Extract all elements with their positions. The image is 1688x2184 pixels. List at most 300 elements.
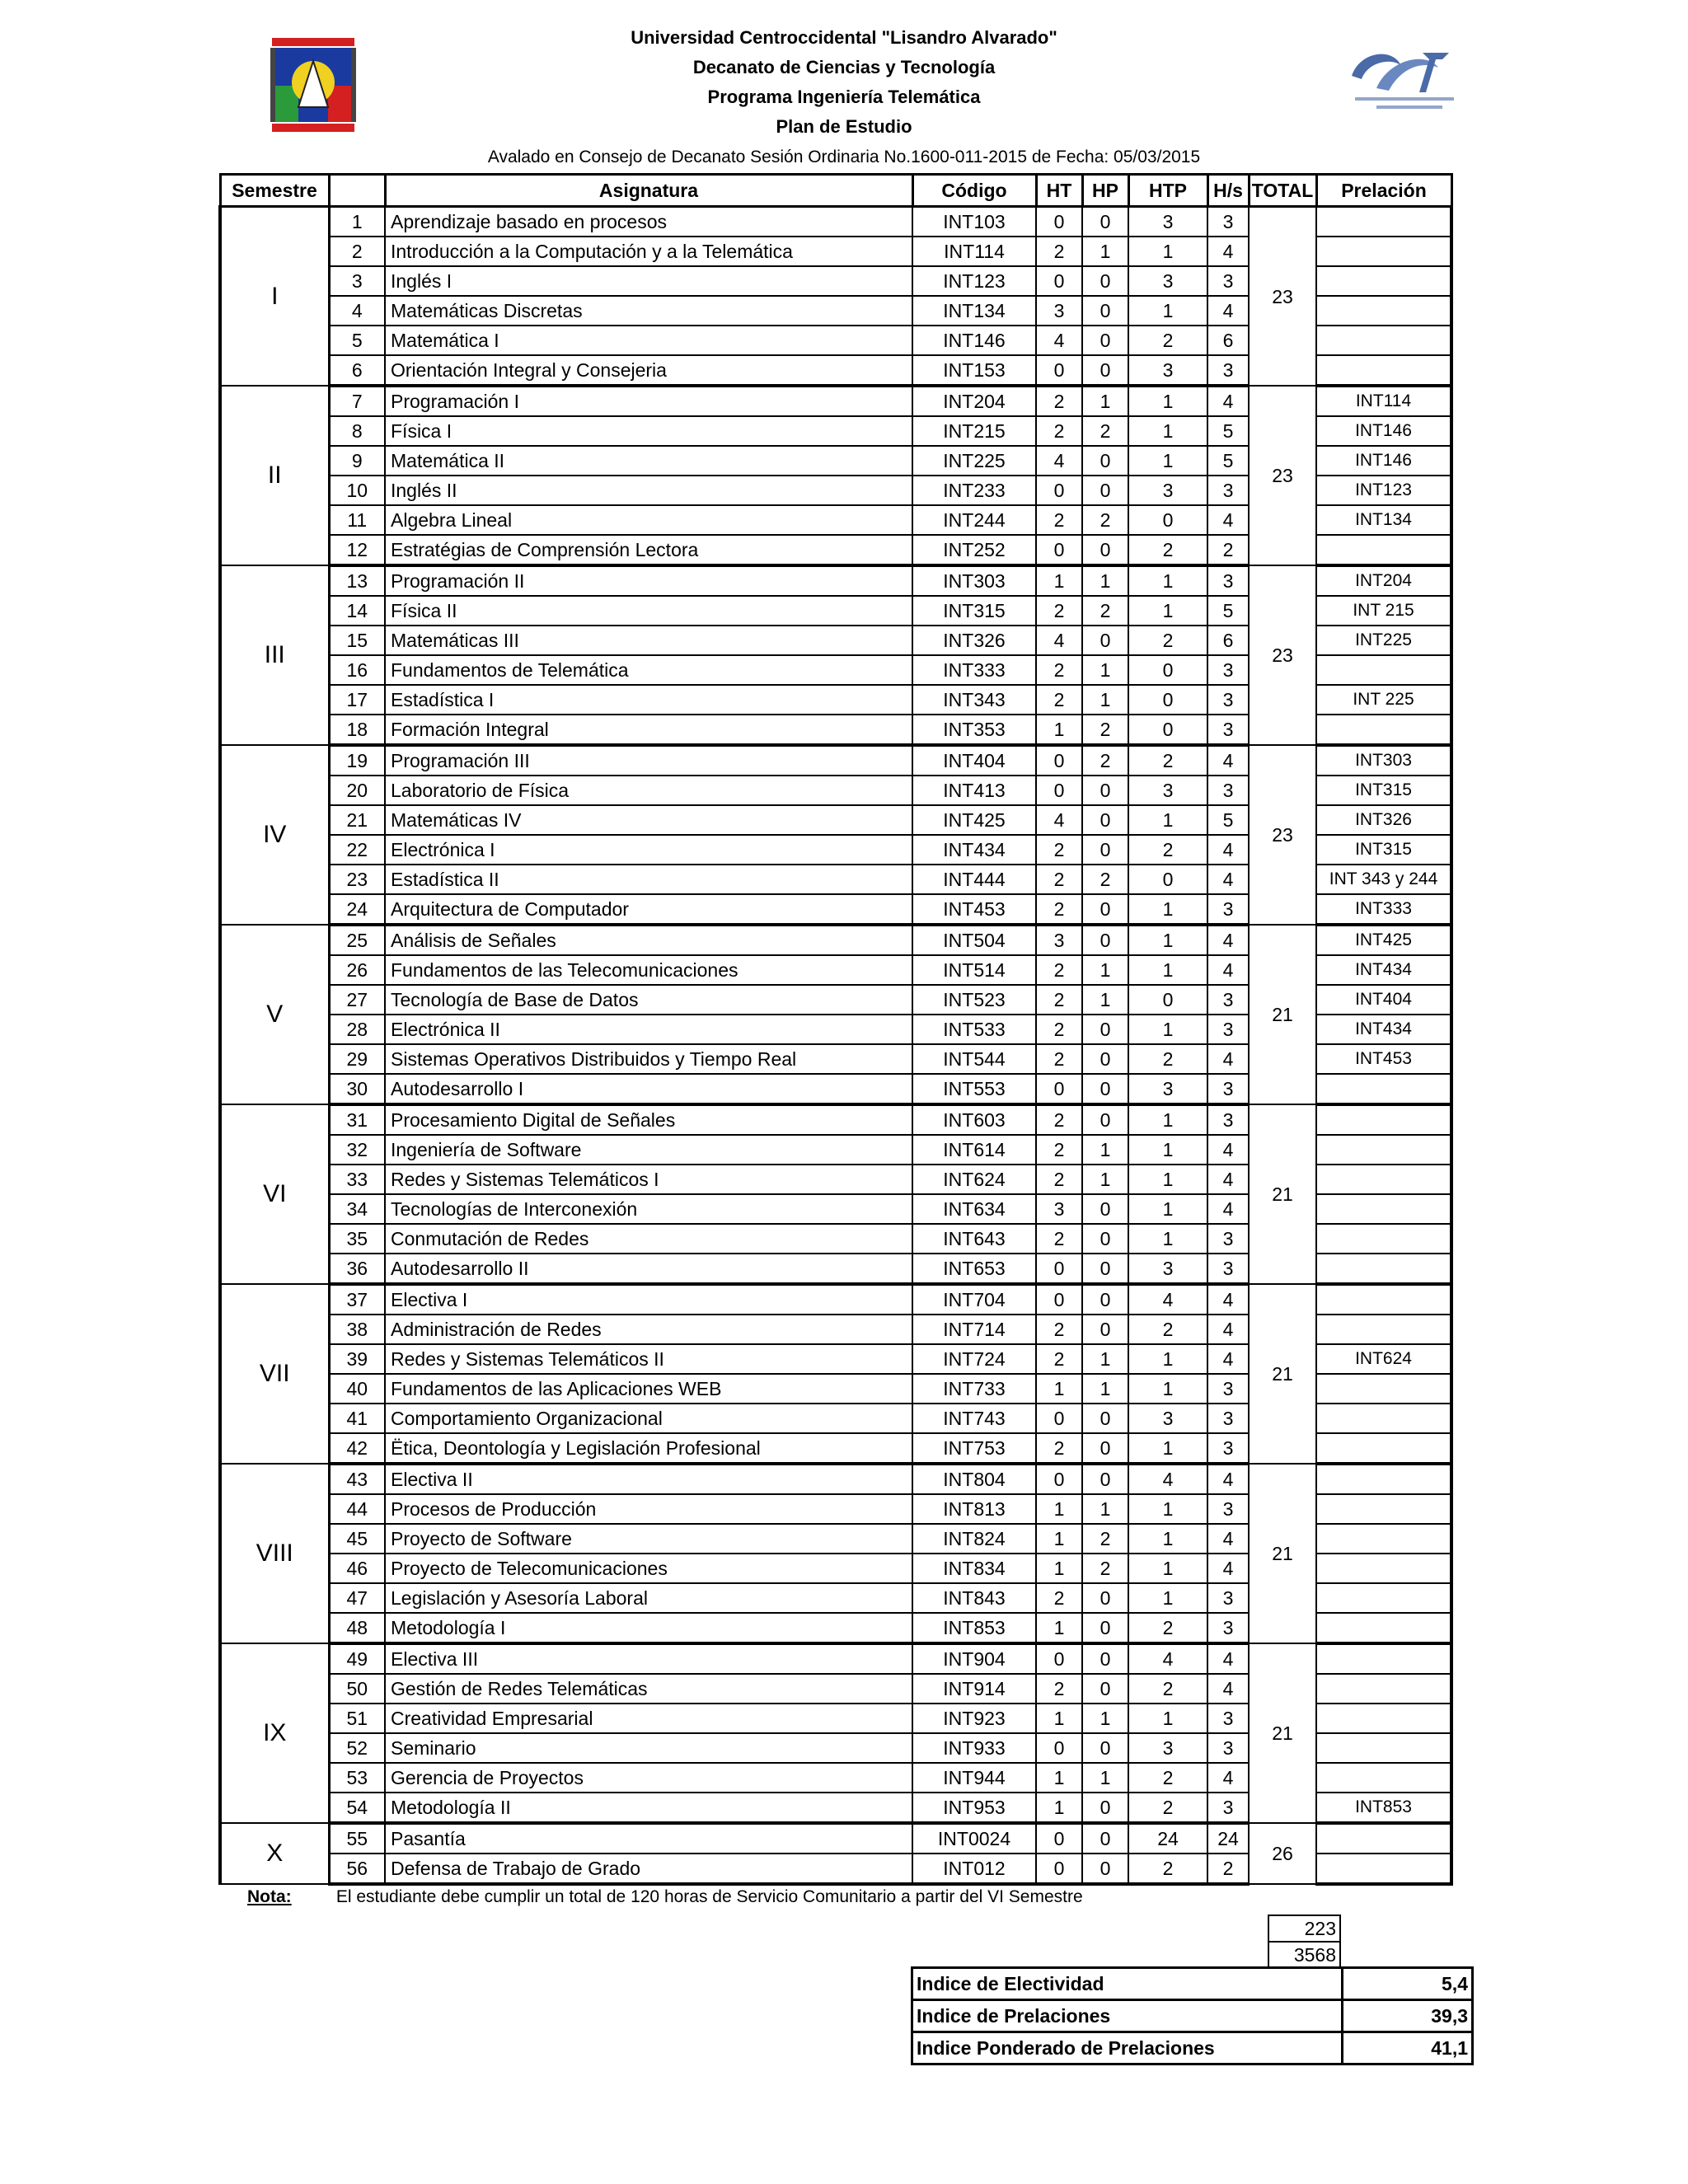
course-htp: 1 <box>1128 1554 1207 1583</box>
course-code: INT834 <box>912 1554 1036 1583</box>
course-name: Electiva II <box>385 1464 912 1494</box>
course-htp: 1 <box>1128 1494 1207 1524</box>
course-prerequisite: INT 225 <box>1316 685 1451 715</box>
semester-label: VI <box>220 1104 329 1284</box>
course-prerequisite: INT 215 <box>1316 596 1451 626</box>
course-prerequisite <box>1316 1165 1451 1194</box>
course-hp: 0 <box>1082 207 1128 237</box>
course-prerequisite <box>1316 1583 1451 1613</box>
course-hp: 1 <box>1082 565 1128 596</box>
course-prerequisite <box>1316 1135 1451 1165</box>
course-prerequisite <box>1316 1613 1451 1643</box>
course-ht: 1 <box>1036 1613 1082 1643</box>
course-hs: 5 <box>1207 596 1249 626</box>
course-name: Procesamiento Digital de Señales <box>385 1104 912 1135</box>
course-prerequisite <box>1316 1074 1451 1104</box>
course-number: 1 <box>329 207 385 237</box>
crest-right-column <box>351 48 356 122</box>
course-code: INT653 <box>912 1254 1036 1284</box>
course-prerequisite <box>1316 237 1451 266</box>
course-hp: 0 <box>1082 776 1128 805</box>
index-label: Indice de Electividad <box>912 1968 1343 2000</box>
course-name: Sistemas Operativos Distribuidos y Tiempo Real <box>385 1044 912 1074</box>
course-htp: 2 <box>1128 535 1207 565</box>
course-code: INT843 <box>912 1583 1036 1613</box>
course-name: Laboratorio de Física <box>385 776 912 805</box>
course-htp: 1 <box>1128 296 1207 326</box>
course-code: INT504 <box>912 925 1036 955</box>
course-name: Administración de Redes <box>385 1315 912 1344</box>
index-value: 5,4 <box>1343 1968 1473 2000</box>
course-name: Autodesarrollo II <box>385 1254 912 1284</box>
course-htp: 4 <box>1128 1643 1207 1674</box>
course-number: 29 <box>329 1044 385 1074</box>
course-prerequisite <box>1316 535 1451 565</box>
course-hp: 0 <box>1082 326 1128 355</box>
course-number: 27 <box>329 985 385 1015</box>
course-code: INT614 <box>912 1135 1036 1165</box>
course-ht: 0 <box>1036 776 1082 805</box>
index-value: 39,3 <box>1343 2000 1473 2032</box>
course-name: Gestión de Redes Telemáticas <box>385 1674 912 1704</box>
course-htp: 1 <box>1128 1165 1207 1194</box>
course-code: INT853 <box>912 1613 1036 1643</box>
course-prerequisite: INT453 <box>1316 1044 1451 1074</box>
course-hs: 4 <box>1207 745 1249 776</box>
course-htp: 3 <box>1128 776 1207 805</box>
course-htp: 1 <box>1128 386 1207 416</box>
course-number: 40 <box>329 1374 385 1404</box>
course-htp: 1 <box>1128 416 1207 446</box>
course-prerequisite: INT434 <box>1316 955 1451 985</box>
course-hs: 2 <box>1207 535 1249 565</box>
course-ht: 2 <box>1036 505 1082 535</box>
course-name: Proyecto de Software <box>385 1524 912 1554</box>
course-prerequisite: INT114 <box>1316 386 1451 416</box>
semester-label: IX <box>220 1643 329 1823</box>
course-ht: 2 <box>1036 1104 1082 1135</box>
course-name: Estadística I <box>385 685 912 715</box>
table-header-row <box>220 175 1451 207</box>
course-number: 33 <box>329 1165 385 1194</box>
course-ht: 2 <box>1036 835 1082 865</box>
course-hp: 0 <box>1082 1224 1128 1254</box>
course-code: INT514 <box>912 955 1036 985</box>
deanery-logo-letter-t <box>1419 53 1449 92</box>
course-hp: 1 <box>1082 1494 1128 1524</box>
course-number: 45 <box>329 1524 385 1554</box>
course-htp: 24 <box>1128 1823 1207 1854</box>
course-name: Matemática I <box>385 326 912 355</box>
course-name: Gerencia de Proyectos <box>385 1763 912 1793</box>
course-htp: 0 <box>1128 865 1207 894</box>
course-name: Física II <box>385 596 912 626</box>
course-code: INT933 <box>912 1733 1036 1763</box>
course-name: Estadística II <box>385 865 912 894</box>
course-name: Legislación y Asesoría Laboral <box>385 1583 912 1613</box>
course-code: INT134 <box>912 296 1036 326</box>
course-hs: 3 <box>1207 1254 1249 1284</box>
semester-label: VIII <box>220 1464 329 1643</box>
course-hp: 0 <box>1082 1104 1128 1135</box>
course-ht: 4 <box>1036 626 1082 655</box>
totals-row <box>1268 1915 1340 1942</box>
course-code: INT225 <box>912 446 1036 476</box>
course-ht: 0 <box>1036 207 1082 237</box>
course-hs: 4 <box>1207 1165 1249 1194</box>
course-code: INT603 <box>912 1104 1036 1135</box>
course-prerequisite: INT225 <box>1316 626 1451 655</box>
course-code: INT204 <box>912 386 1036 416</box>
course-code: INT953 <box>912 1793 1036 1823</box>
index-label: Indice Ponderado de Prelaciones <box>912 2032 1343 2064</box>
course-number: 31 <box>329 1104 385 1135</box>
col-header-codigo: Código <box>912 175 1036 207</box>
note-label: Nota: <box>247 1887 292 1906</box>
course-htp: 2 <box>1128 1763 1207 1793</box>
course-name: Fundamentos de las Telecomunicaciones <box>385 955 912 985</box>
course-code: INT533 <box>912 1015 1036 1044</box>
course-prerequisite <box>1316 355 1451 386</box>
course-ht: 2 <box>1036 865 1082 894</box>
course-number: 7 <box>329 386 385 416</box>
table-row <box>220 207 1451 237</box>
course-code: INT724 <box>912 1344 1036 1374</box>
col-header-semestre: Semestre <box>220 175 329 207</box>
course-ht: 2 <box>1036 237 1082 266</box>
course-name: Tecnologías de Interconexión <box>385 1194 912 1224</box>
course-hp: 0 <box>1082 1315 1128 1344</box>
course-htp: 3 <box>1128 476 1207 505</box>
course-prerequisite: INT204 <box>1316 565 1451 596</box>
course-prerequisite <box>1316 1433 1451 1464</box>
course-hs: 3 <box>1207 476 1249 505</box>
course-name: Electrónica I <box>385 835 912 865</box>
course-htp: 1 <box>1128 1524 1207 1554</box>
col-header-hp: HP <box>1082 175 1128 207</box>
course-htp: 3 <box>1128 355 1207 386</box>
course-hs: 6 <box>1207 626 1249 655</box>
course-hs: 3 <box>1207 985 1249 1015</box>
course-htp: 1 <box>1128 1433 1207 1464</box>
semester-label: IV <box>220 745 329 925</box>
semester-total: 23 <box>1249 207 1316 387</box>
course-htp: 3 <box>1128 1254 1207 1284</box>
course-name: Programación III <box>385 745 912 776</box>
course-hs: 5 <box>1207 416 1249 446</box>
indices-table <box>911 1966 1474 2065</box>
course-prerequisite <box>1316 1104 1451 1135</box>
course-number: 50 <box>329 1674 385 1704</box>
course-number: 54 <box>329 1793 385 1823</box>
course-hp: 0 <box>1082 894 1128 925</box>
course-prerequisite: INT 343 y 244 <box>1316 865 1451 894</box>
table-row <box>220 1284 1451 1315</box>
course-number: 37 <box>329 1284 385 1315</box>
course-ht: 3 <box>1036 925 1082 955</box>
course-hs: 4 <box>1207 865 1249 894</box>
course-hp: 1 <box>1082 1704 1128 1733</box>
course-hs: 3 <box>1207 1733 1249 1763</box>
course-ht: 4 <box>1036 805 1082 835</box>
course-number: 47 <box>329 1583 385 1613</box>
course-ht: 0 <box>1036 1464 1082 1494</box>
course-ht: 2 <box>1036 1135 1082 1165</box>
course-prerequisite: INT134 <box>1316 505 1451 535</box>
course-ht: 0 <box>1036 476 1082 505</box>
course-prerequisite <box>1316 1733 1451 1763</box>
col-header-total: TOTAL <box>1249 175 1316 207</box>
course-hp: 0 <box>1082 1074 1128 1104</box>
course-ht: 3 <box>1036 1194 1082 1224</box>
course-hs: 3 <box>1207 1433 1249 1464</box>
course-hs: 3 <box>1207 1074 1249 1104</box>
course-number: 36 <box>329 1254 385 1284</box>
course-ht: 2 <box>1036 685 1082 715</box>
course-prerequisite <box>1316 1854 1451 1884</box>
course-hs: 3 <box>1207 685 1249 715</box>
course-hs: 3 <box>1207 776 1249 805</box>
semester-total: 21 <box>1249 925 1316 1104</box>
course-htp: 2 <box>1128 626 1207 655</box>
course-number: 4 <box>329 296 385 326</box>
semester-label: I <box>220 207 329 387</box>
course-hs: 4 <box>1207 1554 1249 1583</box>
course-hs: 6 <box>1207 326 1249 355</box>
course-htp: 1 <box>1128 596 1207 626</box>
course-ht: 1 <box>1036 1793 1082 1823</box>
table-row <box>220 1823 1451 1854</box>
course-hs: 3 <box>1207 1374 1249 1404</box>
course-hs: 3 <box>1207 1583 1249 1613</box>
course-hp: 0 <box>1082 1015 1128 1044</box>
index-row <box>912 1968 1473 2000</box>
course-hs: 4 <box>1207 955 1249 985</box>
course-code: INT733 <box>912 1374 1036 1404</box>
course-htp: 3 <box>1128 1404 1207 1433</box>
course-htp: 1 <box>1128 565 1207 596</box>
course-hs: 3 <box>1207 715 1249 745</box>
course-name: Seminario <box>385 1733 912 1763</box>
course-code: INT553 <box>912 1074 1036 1104</box>
course-hp: 1 <box>1082 1344 1128 1374</box>
course-hp: 0 <box>1082 446 1128 476</box>
course-number: 18 <box>329 715 385 745</box>
course-name: Ingeniería de Software <box>385 1135 912 1165</box>
program-name: Programa Ingeniería Telemática <box>707 87 981 107</box>
course-prerequisite <box>1316 1284 1451 1315</box>
course-hp: 0 <box>1082 1284 1128 1315</box>
index-label: Indice de Prelaciones <box>912 2000 1343 2032</box>
course-number: 51 <box>329 1704 385 1733</box>
course-number: 6 <box>329 355 385 386</box>
course-prerequisite <box>1316 1315 1451 1344</box>
course-code: INT146 <box>912 326 1036 355</box>
course-ht: 1 <box>1036 715 1082 745</box>
course-name: Redes y Sistemas Telemáticos II <box>385 1344 912 1374</box>
semester-label: II <box>220 386 329 565</box>
course-ht: 2 <box>1036 1315 1082 1344</box>
course-prerequisite <box>1316 1643 1451 1674</box>
course-ht: 0 <box>1036 1733 1082 1763</box>
course-name: Análisis de Señales <box>385 925 912 955</box>
course-hs: 5 <box>1207 446 1249 476</box>
course-hp: 0 <box>1082 626 1128 655</box>
course-hs: 5 <box>1207 805 1249 835</box>
course-hs: 3 <box>1207 1015 1249 1044</box>
course-number: 12 <box>329 535 385 565</box>
course-code: INT252 <box>912 535 1036 565</box>
col-header-ht: HT <box>1036 175 1082 207</box>
course-name: Formación Integral <box>385 715 912 745</box>
semester-label: V <box>220 925 329 1104</box>
course-htp: 2 <box>1128 745 1207 776</box>
course-code: INT743 <box>912 1404 1036 1433</box>
total-credits: 223 <box>1268 1915 1340 1942</box>
course-ht: 2 <box>1036 655 1082 685</box>
course-hp: 0 <box>1082 1044 1128 1074</box>
course-prerequisite: INT146 <box>1316 416 1451 446</box>
course-number: 23 <box>329 865 385 894</box>
course-ht: 0 <box>1036 745 1082 776</box>
course-ht: 2 <box>1036 985 1082 1015</box>
course-name: Metodología I <box>385 1613 912 1643</box>
course-code: INT315 <box>912 596 1036 626</box>
course-name: Algebra Lineal <box>385 505 912 535</box>
course-hp: 0 <box>1082 1254 1128 1284</box>
course-name: Ëtica, Deontología y Legislación Profesional <box>385 1433 912 1464</box>
semester-total: 23 <box>1249 745 1316 925</box>
course-hs: 3 <box>1207 894 1249 925</box>
course-code: INT326 <box>912 626 1036 655</box>
course-code: INT813 <box>912 1494 1036 1524</box>
course-number: 3 <box>329 266 385 296</box>
course-hp: 2 <box>1082 505 1128 535</box>
course-prerequisite <box>1316 1254 1451 1284</box>
semester-total: 21 <box>1249 1464 1316 1643</box>
semester-total: 23 <box>1249 386 1316 565</box>
course-hp: 0 <box>1082 296 1128 326</box>
course-prerequisite: INT303 <box>1316 745 1451 776</box>
university-crest-logo <box>269 36 358 134</box>
course-hs: 4 <box>1207 237 1249 266</box>
course-ht: 0 <box>1036 355 1082 386</box>
course-prerequisite <box>1316 1194 1451 1224</box>
course-hs: 4 <box>1207 1044 1249 1074</box>
course-prerequisite: INT434 <box>1316 1015 1451 1044</box>
course-number: 9 <box>329 446 385 476</box>
course-name: Conmutación de Redes <box>385 1224 912 1254</box>
course-hp: 0 <box>1082 476 1128 505</box>
course-name: Redes y Sistemas Telemáticos I <box>385 1165 912 1194</box>
course-htp: 1 <box>1128 1344 1207 1374</box>
course-htp: 1 <box>1128 1194 1207 1224</box>
course-number: 42 <box>329 1433 385 1464</box>
course-htp: 1 <box>1128 1224 1207 1254</box>
course-hp: 0 <box>1082 1194 1128 1224</box>
course-number: 56 <box>329 1854 385 1884</box>
course-htp: 0 <box>1128 715 1207 745</box>
course-htp: 2 <box>1128 835 1207 865</box>
course-hs: 2 <box>1207 1854 1249 1884</box>
total-hours: 3568 <box>1268 1942 1340 1968</box>
course-name: Fundamentos de las Aplicaciones WEB <box>385 1374 912 1404</box>
course-number: 39 <box>329 1344 385 1374</box>
course-htp: 1 <box>1128 1583 1207 1613</box>
course-code: INT714 <box>912 1315 1036 1344</box>
course-prerequisite: INT624 <box>1316 1344 1451 1374</box>
course-hp: 1 <box>1082 1763 1128 1793</box>
course-ht: 0 <box>1036 535 1082 565</box>
course-number: 21 <box>329 805 385 835</box>
course-prerequisite <box>1316 296 1451 326</box>
course-code: INT233 <box>912 476 1036 505</box>
course-number: 43 <box>329 1464 385 1494</box>
course-number: 15 <box>329 626 385 655</box>
course-ht: 1 <box>1036 1524 1082 1554</box>
course-code: INT634 <box>912 1194 1036 1224</box>
course-hs: 4 <box>1207 1464 1249 1494</box>
table-row <box>220 386 1451 416</box>
course-number: 48 <box>329 1613 385 1643</box>
course-ht: 0 <box>1036 1854 1082 1884</box>
course-ht: 0 <box>1036 1284 1082 1315</box>
course-hp: 1 <box>1082 1165 1128 1194</box>
deanery-logo <box>1343 43 1461 120</box>
course-prerequisite <box>1316 1823 1451 1854</box>
course-number: 10 <box>329 476 385 505</box>
deanery-name: Decanato de Ciencias y Tecnología <box>692 57 996 77</box>
course-htp: 1 <box>1128 894 1207 925</box>
course-htp: 3 <box>1128 1733 1207 1763</box>
course-hs: 4 <box>1207 1674 1249 1704</box>
course-ht: 2 <box>1036 1165 1082 1194</box>
course-name: Electrónica II <box>385 1015 912 1044</box>
course-prerequisite <box>1316 715 1451 745</box>
table-row <box>220 1464 1451 1494</box>
course-prerequisite <box>1316 1704 1451 1733</box>
course-ht: 2 <box>1036 416 1082 446</box>
course-hp: 0 <box>1082 1433 1128 1464</box>
course-htp: 1 <box>1128 1704 1207 1733</box>
course-htp: 2 <box>1128 1613 1207 1643</box>
crest-left-column <box>270 48 275 122</box>
semester-total: 26 <box>1249 1823 1316 1884</box>
course-prerequisite <box>1316 1524 1451 1554</box>
course-hp: 2 <box>1082 715 1128 745</box>
course-name: Fundamentos de Telemática <box>385 655 912 685</box>
totals-box <box>1268 1915 1341 1969</box>
course-hs: 4 <box>1207 835 1249 865</box>
course-name: Matemáticas Discretas <box>385 296 912 326</box>
course-ht: 4 <box>1036 326 1082 355</box>
course-code: INT453 <box>912 894 1036 925</box>
course-hs: 24 <box>1207 1823 1249 1854</box>
course-hp: 1 <box>1082 1374 1128 1404</box>
course-hp: 2 <box>1082 745 1128 776</box>
course-number: 38 <box>329 1315 385 1344</box>
course-number: 28 <box>329 1015 385 1044</box>
course-ht: 2 <box>1036 386 1082 416</box>
course-code: INT804 <box>912 1464 1036 1494</box>
course-ht: 2 <box>1036 894 1082 925</box>
course-htp: 3 <box>1128 207 1207 237</box>
course-ht: 0 <box>1036 266 1082 296</box>
course-prerequisite <box>1316 1554 1451 1583</box>
course-number: 25 <box>329 925 385 955</box>
note-line <box>247 1887 1083 1907</box>
course-hs: 4 <box>1207 925 1249 955</box>
